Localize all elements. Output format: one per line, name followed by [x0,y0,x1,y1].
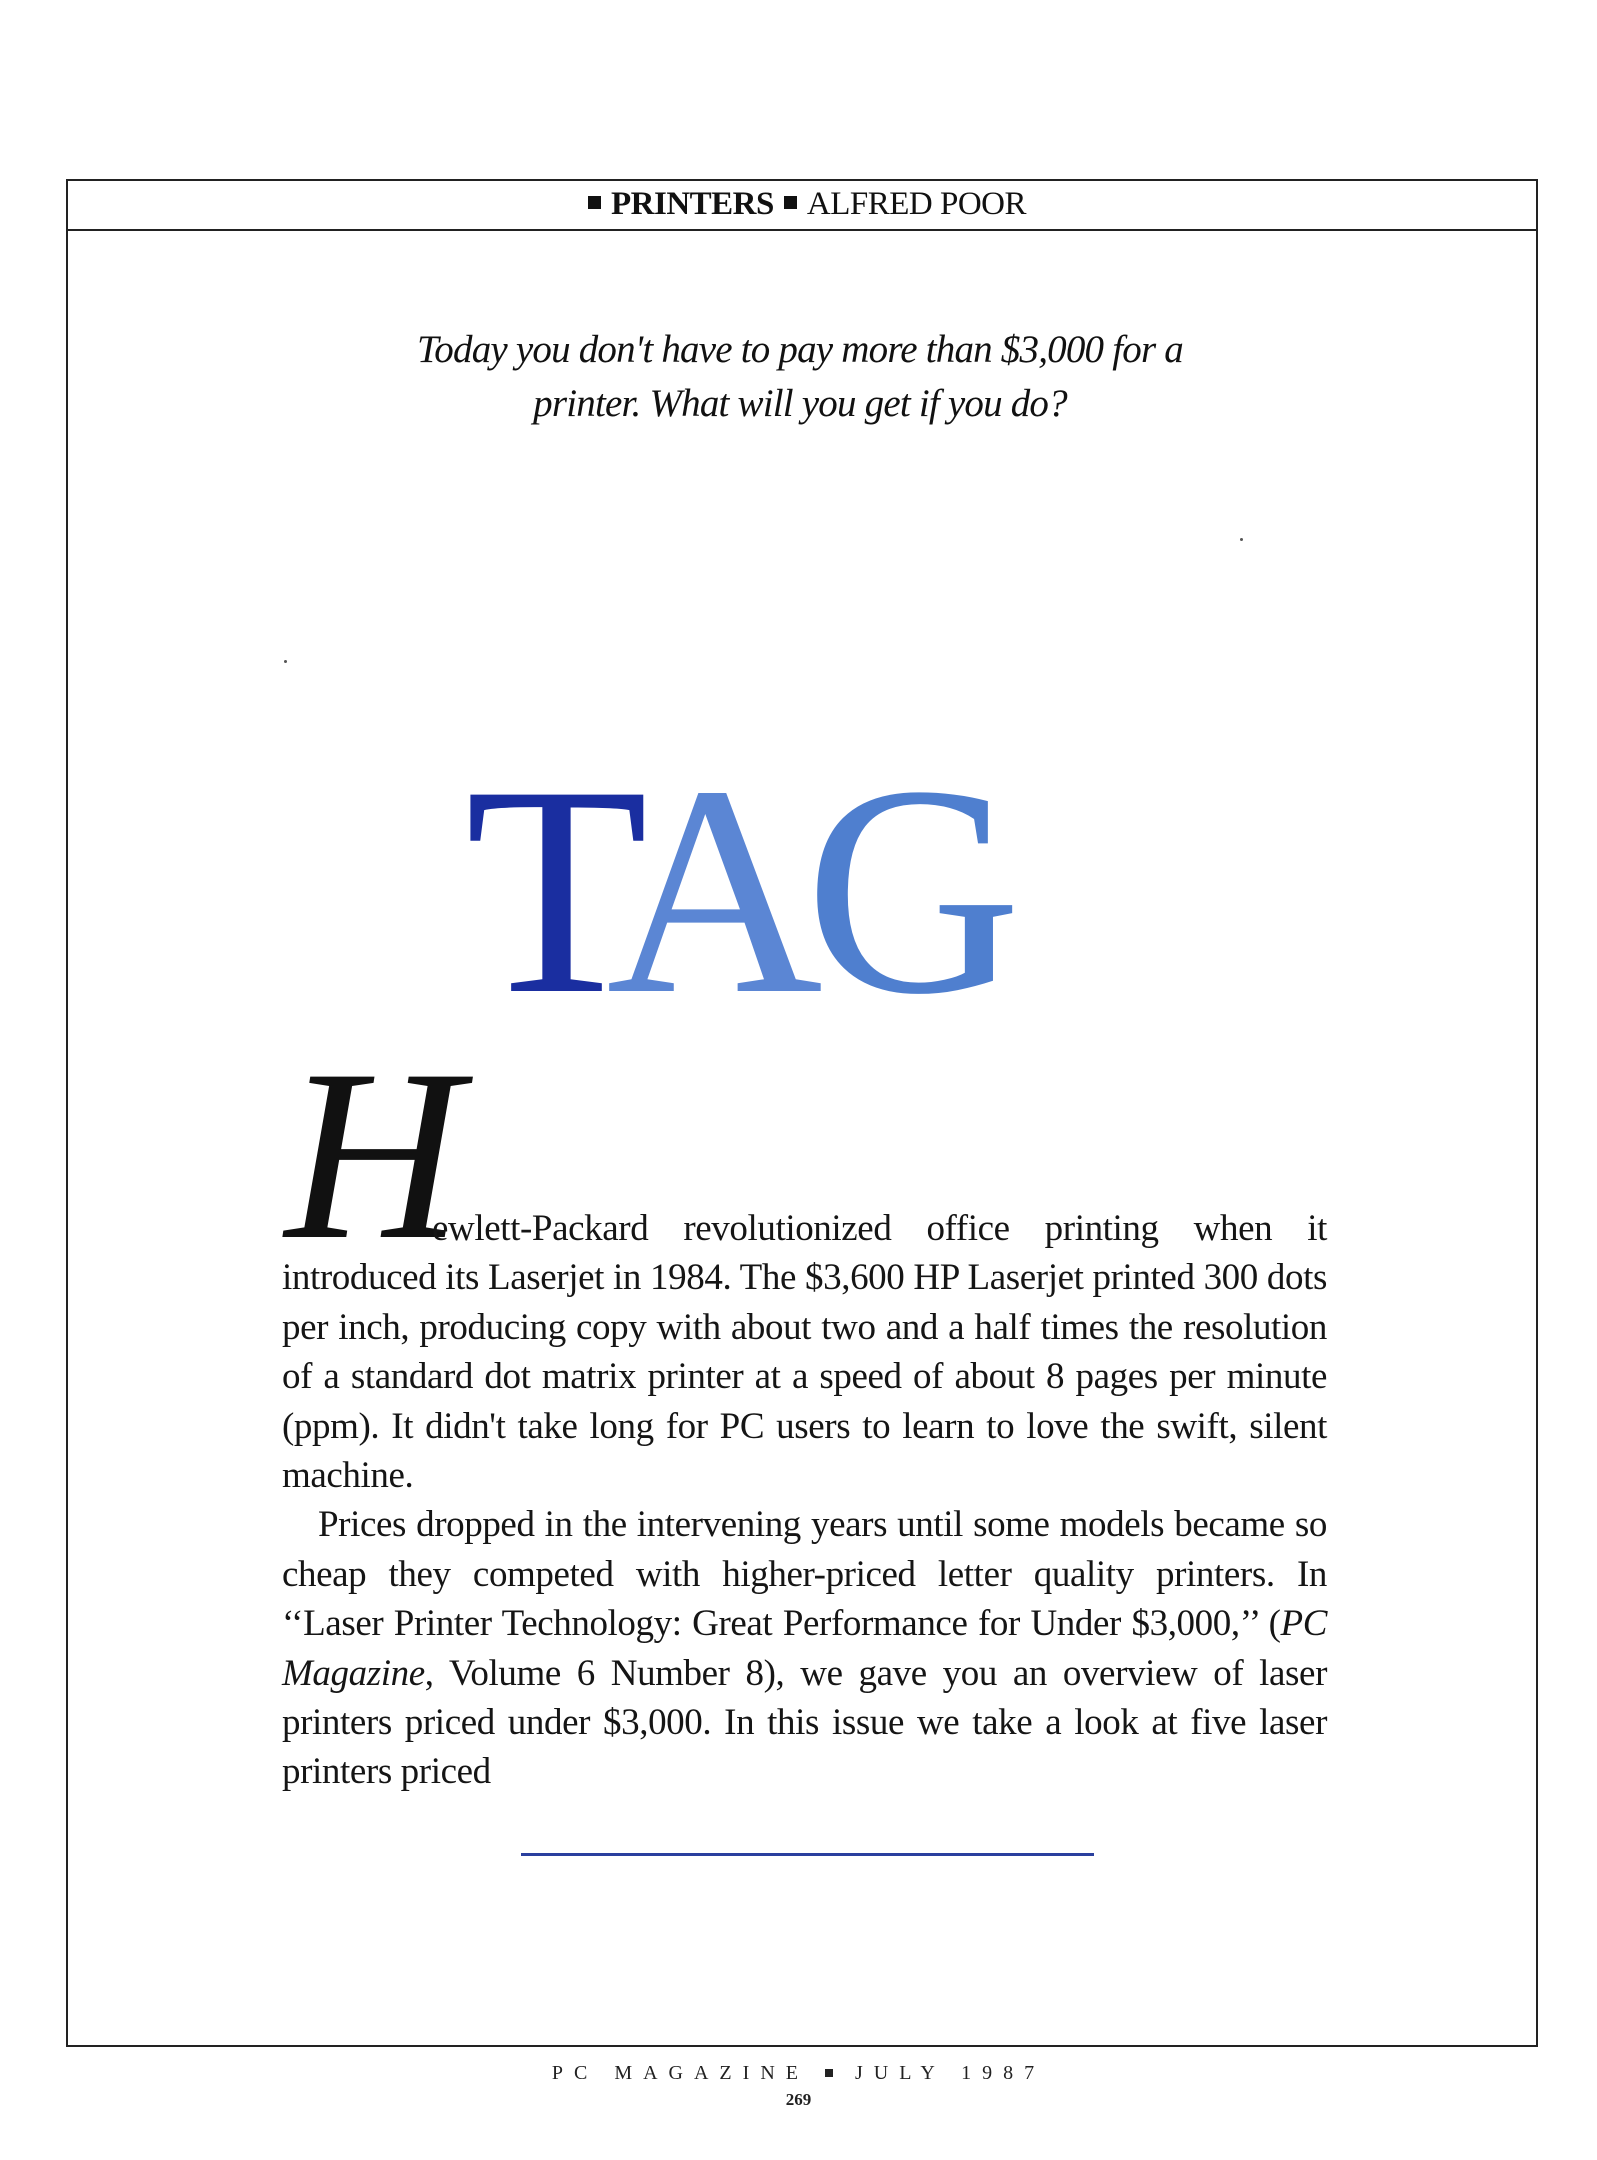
print-speck [1240,538,1243,541]
section-rule [521,1853,1094,1856]
deck-line-1: Today you don't have to pay more than $3,000 for a [417,328,1183,371]
logo-letter-g: G [804,724,1004,1056]
deck-line-2: printer. What will you get if you do? [533,382,1067,425]
paragraph-2-text: Prices dropped in the intervening years until some models became so cheap they competed with higher-priced letter quality printers. In ‘‘Laser Printer Technology: Great Performance for Under $3,000,’’ ( [282,1504,1327,1645]
paragraph-2-text-cont: , Volume 6 Number 8), we gave you an overview of laser printers priced under $3,000. In this issue we take a look at five laser printers priced [282,1652,1327,1793]
logo-letter-t: T [465,724,607,1056]
section-header [66,179,1538,231]
article-deck [300,323,1300,431]
tag-logo [465,724,1004,1056]
page-number: 269 [785,2090,812,2109]
article-body [282,1204,1327,1797]
section-label: PRINTERS [611,185,774,222]
bullet-square-icon [784,196,797,209]
paragraph-1: ewlett-Packard revolutionized office printing when it introduced its Laserjet in 1984. The $3,600 HP Laserjet printed 300 dots per inch, producing copy with about two and a half times the resolution of a standard dot matrix printer at a speed of about 8 pages per minute (ppm). It didn't take long for PC users to learn to love the swift, silent machine. [282,1208,1327,1497]
footer-folio [0,2062,1597,2085]
paragraph-2 [282,1500,1327,1796]
issue-date: JULY 1987 [854,2062,1046,2084]
bullet-square-icon [588,196,601,209]
print-speck [284,660,287,663]
author-name: ALFRED POOR [806,185,1026,222]
drop-cap: H [285,1019,462,1290]
logo-letter-a: A [606,724,805,1056]
magazine-name: PC MAGAZINE [551,2062,809,2084]
publication-title: PC Magazine [282,1603,1327,1694]
bullet-square-icon [825,2069,833,2077]
